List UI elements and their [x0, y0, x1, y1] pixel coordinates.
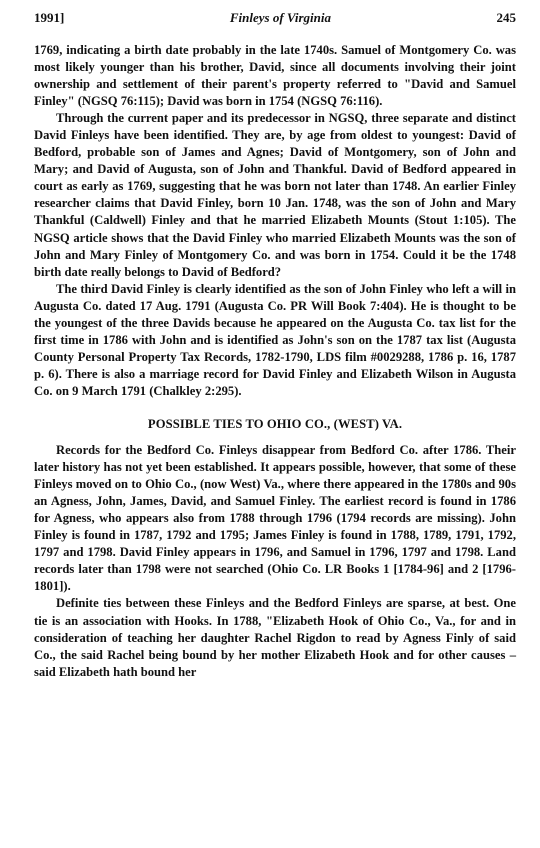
body-text	[34, 42, 516, 681]
section-heading: POSSIBLE TIES TO OHIO CO., (WEST) VA.	[147, 416, 403, 431]
running-header	[34, 10, 516, 32]
page-number: 245	[496, 10, 516, 25]
paragraph: The third David Finley is clearly identified as the son of John Finley who left a will in Augusta Co. dated 17 Aug. 1791 (Augusta Co. PR Will Book 7:404). He is thought to be the youngest of the three Davids because he appeared on the Augusta Co. tax list for the first time in 1786 with John and is identified as John's son on the 1787 tax list (Augusta County Personal Property Tax Records, 1782-1790, LDS film #0029288, 1786 p. 16, 1787 p. 6). There is also a marriage record for David Finley and Elizabeth Wilson in Augusta Co. on 9 March 1791 (Chalkley 2:295).	[34, 281, 516, 398]
document-page	[34, 10, 516, 681]
header-title: Finleys of Virginia	[229, 10, 331, 25]
paragraph: Definite ties between these Finleys and the Bedford Finleys are sparse, at best. One tie is an association with Hooks. In 1788, "Elizabeth Hook of Ohio Co., Va., for and in consideration of teaching her daughter Rachel Rigdon to read by Agness Finly of said Co., the said Rachel being bound by her mother Elizabeth Hook and for other causes – said Elizabeth hath bound her	[34, 596, 516, 679]
header-volume: 1991]	[34, 10, 65, 25]
paragraph: Through the current paper and its predecessor in NGSQ, three separate and distinct David Finleys have been identified. They are, by age from oldest to youngest: David of Bedford, probable son of James and Agnes; David of Montgomery, son of John and Mary; and David of Augusta, son of John and Thankful. David of Bedford appeared in court as early as 1769, suggesting that he was born not later than 1748. An earlier Finley researcher claims that David Finley, born 10 Jan. 1748, was the son of John and Mary Thankful (Caldwell) Finley and that he married Elizabeth Mounts (Stout 1:105). The NGSQ article shows that the David Finley who married Elizabeth Mounts was the son of John and Mary Finley of Montgomery Co. and was born in 1754. Could it be the 1748 birth date really belongs to David of Bedford?	[34, 111, 516, 279]
paragraph: Records for the Bedford Co. Finleys disappear from Bedford Co. after 1786. Their later history has not yet been established. It appears possible, however, that some of these Finleys moved on to Ohio Co., (now West) Va., where there appeared in the 1780s and 90s an Agness, John, James, David, and Samuel Finley. The earliest record is found in 1786 for Agness, who appears also from 1788 through 1796 (1794 records are missing). John Finley is found in 1787, 1792 and 1795; James Finley is found in 1788, 1789, 1791, 1792, 1797 and 1798. David Finley appears in 1796, and Samuel in 1796, 1797 and 1798. Land records later than 1798 were not searched (Ohio Co. LR Books 1 [1784-96] and 2 [1796-1801]).	[34, 443, 516, 594]
paragraph-continued: 1769, indicating a birth date probably in the late 1740s. Samuel of Montgomery Co. was most likely younger than his brother, David, since all documents involving their joint ownership and settlement of their parent's property referred to "David and Samuel Finley" (NGSQ 76:115); David was born in 1754 (NGSQ 76:116).	[34, 43, 516, 109]
